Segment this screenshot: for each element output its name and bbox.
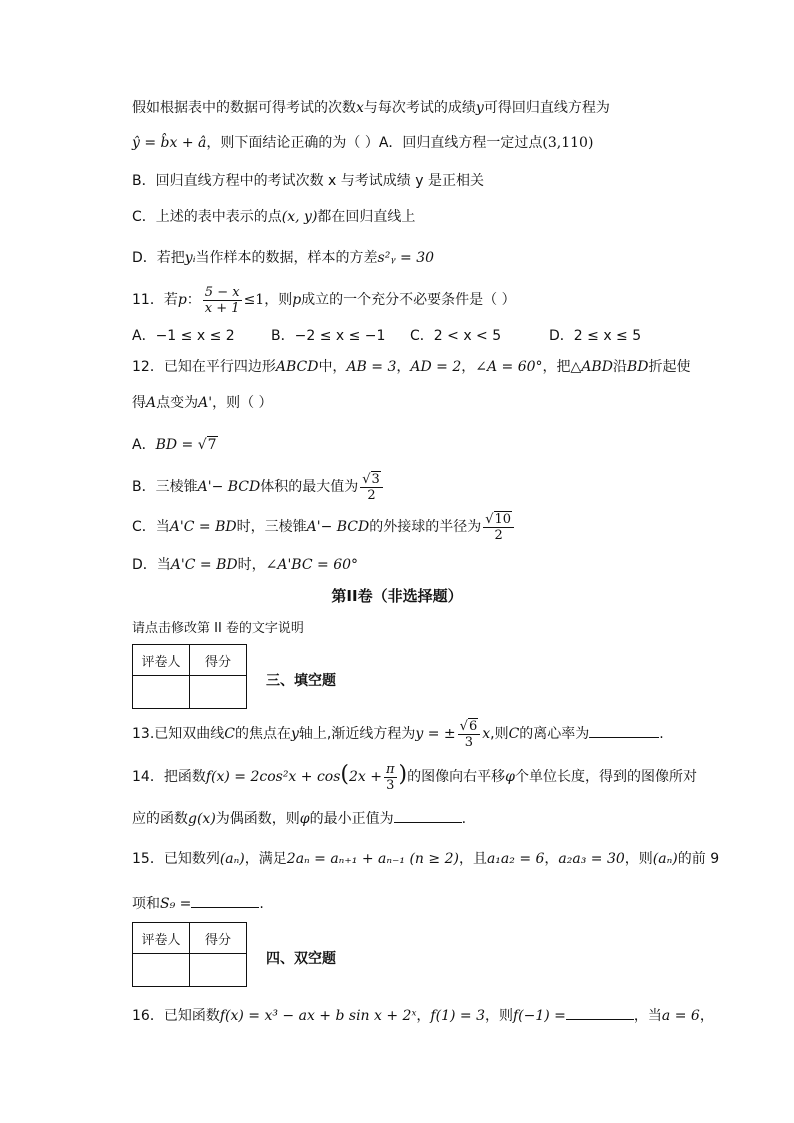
q11-fraction: $\frac{5 - x}{x + 1}$ bbox=[204, 284, 240, 316]
q15-line1: 15．已知数列(aₙ)，满足2aₙ = aₙ₊₁ + aₙ₋₁ (n ≥ 2)，且a₁a₂ = 6，a₂a₃ = 30，则(aₙ)的前 9 bbox=[132, 851, 720, 867]
score-cell[interactable] bbox=[190, 676, 247, 709]
q12-option-c: C．当A'C = BD时，三棱锥A'− BCD的外接球的半径为 $\frac{√10}{2}$ bbox=[132, 510, 516, 544]
q10-option-d: D．若把yᵢ当作样本的数据，样本的方差s²ᵧ = 30 bbox=[132, 250, 435, 266]
q12-option-a: A．BD = √7 bbox=[132, 437, 217, 453]
q16-answer-blank[interactable] bbox=[566, 1005, 634, 1020]
q15-answer-blank[interactable] bbox=[191, 893, 259, 908]
reviewer-header: 评卷人 bbox=[133, 923, 190, 954]
q12-stem-line1: 12．已知在平行四边形ABCD中，AB = 3，AD = 2，∠A = 60°，把△ABD沿BD折起使 bbox=[132, 359, 691, 375]
part2-title: 第II卷（非选择题） bbox=[331, 587, 463, 605]
q14-answer-blank[interactable] bbox=[394, 808, 462, 823]
score-header: 得分 bbox=[190, 645, 247, 676]
q12-stem-line2: 得A点变为A'，则（ ） bbox=[132, 395, 273, 411]
section-3-heading: 三、填空题 bbox=[266, 673, 336, 689]
q12-option-d: D．当A'C = BD时，∠A'BC = 60° bbox=[132, 557, 359, 573]
score-table-2 bbox=[132, 922, 247, 987]
score-cell[interactable] bbox=[190, 954, 247, 987]
q12-option-b: B．三棱锥A'− BCD体积的最大值为 $\frac{√3}{2}$ bbox=[132, 470, 385, 504]
q11-option-b: B．−2 ≤ x ≤ −1 bbox=[271, 328, 386, 344]
q11-option-a: A．−1 ≤ x ≤ 2 bbox=[132, 328, 235, 344]
score-table-1 bbox=[132, 644, 247, 709]
q15-line2: 项和S₉ = . bbox=[132, 893, 264, 913]
reviewer-header: 评卷人 bbox=[133, 645, 190, 676]
q10-stem-line2: ŷ = b̂x + â，则下面结论正确的为（ ）A．回归直线方程一定过点(3,110) bbox=[132, 135, 594, 151]
reviewer-cell[interactable] bbox=[133, 676, 190, 709]
q11-options bbox=[132, 327, 641, 345]
q10-option-c: C．上述的表中表示的点(x, y)都在回归直线上 bbox=[132, 209, 416, 225]
q11-stem: 11．若p： $\frac{5 - x}{x + 1}$ ≤1，则p成立的一个充分不必要条件是（ ） bbox=[132, 284, 516, 316]
reviewer-cell[interactable] bbox=[133, 954, 190, 987]
part2-note[interactable]: 请点击修改第 II 卷的文字说明 bbox=[132, 621, 304, 636]
regression-equation: ŷ = b̂x + â bbox=[132, 135, 207, 151]
q14-line1: 14．把函数f(x) = 2cos²x + cos(2x + $\frac{\pi}{3}$ )的图像向右平移φ个单位长度，得到的图像所对 bbox=[132, 761, 697, 793]
q13: 13.已知双曲线C的焦点在y轴上,渐近线方程为y = ± $\frac{√6}{3}$ x,则C的离心率为 . bbox=[132, 718, 664, 750]
q10-option-b: B．回归直线方程中的考试次数 x 与考试成绩 y 是正相关 bbox=[132, 173, 484, 189]
q10-stem-line1: 假如根据表中的数据可得考试的次数x与每次考试的成绩y可得回归直线方程为 bbox=[132, 100, 610, 116]
q13-answer-blank[interactable] bbox=[589, 723, 659, 738]
section-4-heading: 四、双空题 bbox=[266, 951, 336, 967]
q14-line2: 应的函数g(x)为偶函数，则φ的最小正值为 . bbox=[132, 808, 466, 828]
q11-option-c: C．2 < x < 5 bbox=[410, 328, 502, 344]
q16: 16．已知函数f(x) = x³ − ax + b sin x + 2ˣ，f(1) = 3，则f(−1) = ，当a = 6， bbox=[132, 1005, 714, 1025]
q11-option-d: D．2 ≤ x ≤ 5 bbox=[549, 328, 642, 344]
score-header: 得分 bbox=[190, 923, 247, 954]
